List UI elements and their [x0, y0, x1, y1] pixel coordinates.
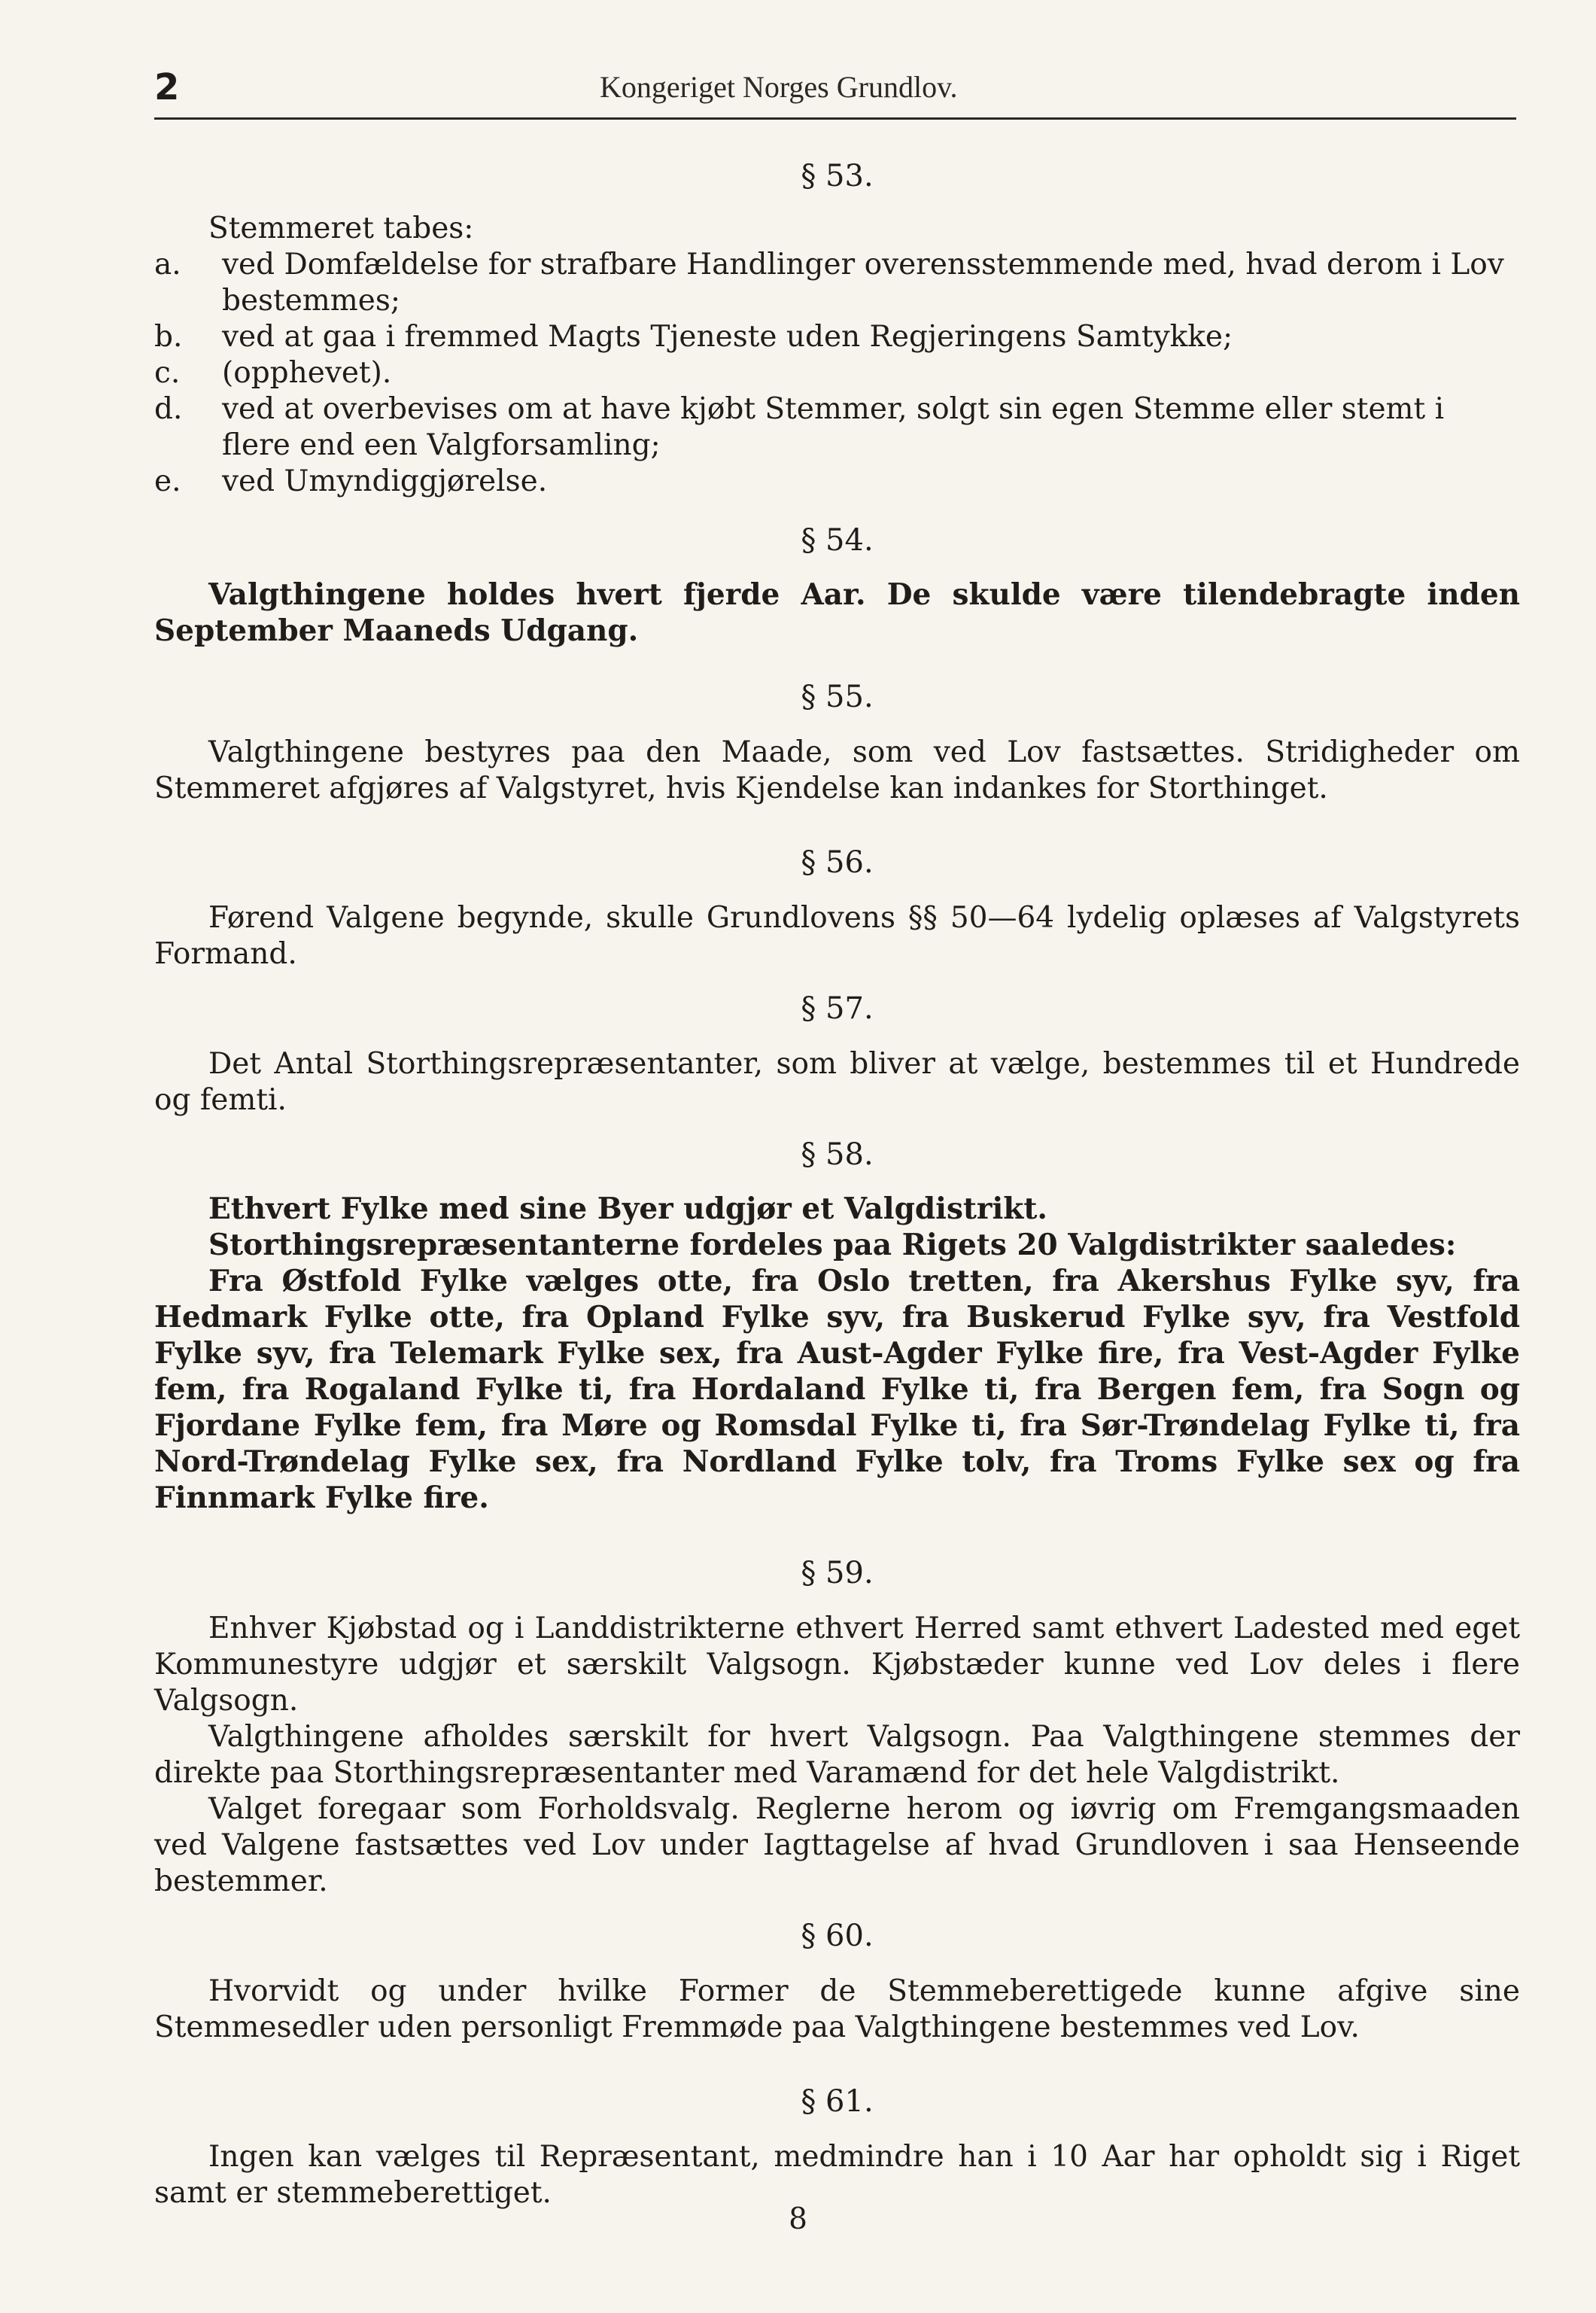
section-57-text: Det Antal Storthingsrepræsentanter, som bliver at vælge, bestemmes til et Hundrede og femti. [154, 1047, 1520, 1117]
list-item-label: a. [154, 248, 181, 282]
section-56-text: Førend Valgene begynde, skulle Grundlovens §§ 50—64 lydelig oplæses af Valgstyrets Formand. [154, 901, 1520, 971]
section-53-list [154, 247, 1520, 500]
list-item-text: ved at overbevises om at have kjøbt Stemmer, solgt sin egen Stemme eller stemt i flere end een Valgforsamling; [222, 392, 1445, 462]
section-58-paragraph: Fra Østfold Fylke vælges otte, fra Oslo tretten, fra Akershus Fylke syv, fra Hedmark Fylke otte, fra Opland Fylke syv, fra Buskerud Fylke syv, fra Vestfold Fylke syv, fra Telemark Fylke sex, fra Aust-Agder Fylke fire, fra Vest-Agder Fylke fem, fra Rogaland Fylke ti, fra Hordaland Fylke ti, fra Bergen fem, fra Sogn og Fjordane Fylke fem, fra Møre og Romsdal Fylke ti, fra Sør-Trøndelag Fylke ti, fra Nord-Trøndelag Fylke sex, fra Nordland Fylke tolv, fra Troms Fylke sex og fra Finnmark Fylke fire. [154, 1264, 1520, 1515]
list-item-text: (opphevet). [222, 356, 392, 390]
section-60-text: Hvorvidt og under hvilke Former de Stemmeberettigede kunne afgive sine Stemmesedler uden personligt Fremmøde paa Valgthingene bestemmes ved Lov. [154, 1974, 1520, 2044]
section-55-text: Valgthingene bestyres paa den Maade, som ved Lov fastsættes. Stridigheder om Stemmeret afgjøres af Valgstyret, hvis Kjendelse kan indankes for Storthinget. [154, 735, 1520, 805]
section-53-intro: Stemmeret tabes: [208, 212, 474, 245]
section-59-paragraph: Valgthingene afholdes særskilt for hvert Valgsogn. Paa Valgthingene stemmes der direkte paa Storthingsrepræsentanter med Varamænd for det hele Valgdistrikt. [154, 1720, 1520, 1790]
running-title: Kongeriget Norges Grundlov. [600, 70, 958, 104]
footer-page-number: 8 [789, 2202, 807, 2236]
section-54-text: Valgthingene holdes hvert fjerde Aar. De skulde være tilendebragte inden September Maaneds Udgang. [154, 577, 1520, 648]
header-rule [154, 117, 1516, 120]
section-heading-58: § 58. [801, 1137, 874, 1172]
list-item-label: e. [154, 464, 181, 498]
section-61-text: Ingen kan vælges til Repræsentant, medmindre han i 10 Aar har opholdt sig i Riget samt er stemmeberettiget. [154, 2140, 1520, 2210]
section-heading-59: § 59. [801, 1556, 874, 1590]
list-item [154, 464, 1520, 500]
document-body [154, 158, 1520, 2211]
list-item-text: ved Umyndiggjørelse. [222, 464, 548, 498]
section-heading-57: § 57. [801, 991, 874, 1026]
section-heading-55: § 55. [801, 680, 874, 714]
section-58-paragraph: Ethvert Fylke med sine Byer udgjør et Valgdistrikt. [208, 1191, 1047, 1226]
section-heading-61: § 61. [801, 2084, 874, 2119]
page-header [154, 66, 1516, 119]
section-heading-54: § 54. [801, 523, 874, 558]
section-58-body [154, 1191, 1520, 1516]
section-59-paragraph: Valget foregaar som Forholdsvalg. Reglerne herom og iøvrig om Fremgangsmaaden ved Valgene fastsættes ved Lov under Iagttagelse af hvad Grundloven i saa Henseende bestemmer. [154, 1792, 1520, 1898]
list-item [154, 247, 1520, 319]
section-heading-60: § 60. [801, 1919, 874, 1953]
section-heading-53: § 53. [801, 159, 874, 193]
list-item [154, 391, 1520, 464]
list-item-label: b. [154, 320, 183, 354]
list-item [154, 355, 1520, 391]
list-item [154, 319, 1520, 355]
section-heading-56: § 56. [801, 845, 874, 880]
header-page-number: 2 [154, 66, 180, 108]
list-item-label: d. [154, 392, 183, 426]
list-item-text: ved Domfældelse for strafbare Handlinger overensstemmende med, hvad derom i Lov bestemmes; [222, 248, 1504, 318]
section-59-paragraph: Enhver Kjøbstad og i Landdistrikterne ethvert Herred samt ethvert Ladested med eget Kommunestyre udgjør et særskilt Valgsogn. Kjøbstæder kunne ved Lov deles i flere Valgsogn. [154, 1611, 1520, 1718]
list-item-text: ved at gaa i fremmed Magts Tjeneste uden Regjeringens Samtykke; [222, 320, 1233, 354]
list-item-label: c. [154, 356, 181, 390]
section-58-paragraph: Storthingsrepræsentanterne fordeles paa Rigets 20 Valgdistrikter saaledes: [208, 1228, 1457, 1262]
